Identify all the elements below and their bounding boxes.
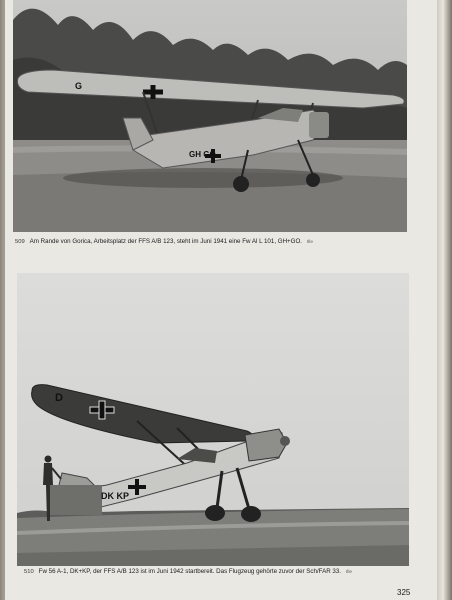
figure-number: 510 (24, 569, 34, 575)
photo-caption-510 (24, 568, 352, 575)
upper-wing-letter: G (75, 81, 83, 91)
figure-number: 509 (15, 239, 25, 245)
photo-510 (17, 273, 409, 566)
photo-credit: Ille (346, 569, 352, 574)
photo-caption-509 (15, 238, 313, 245)
wing-letter: D (55, 392, 63, 404)
fuselage-code: GH GO (189, 150, 216, 159)
photo-509 (13, 0, 407, 232)
page-edge (437, 0, 452, 600)
fuselage-code: DK KP (101, 491, 130, 501)
caption-text: Am Rande von Gorica, Arbeitsplatz der FFS A/B 123, steht im Juni 1941 eine Fw Al L 101, GH+GO. (29, 238, 302, 245)
photo-credit: Ille (307, 239, 313, 244)
caption-text: Fw 56 A-1, DK+KP, der FFS A/B 123 ist im Juni 1942 startbereit. Das Flugzeug gehörte zuvor der Sch/FAR 33. (38, 568, 342, 575)
page-number: 325 (397, 588, 411, 597)
